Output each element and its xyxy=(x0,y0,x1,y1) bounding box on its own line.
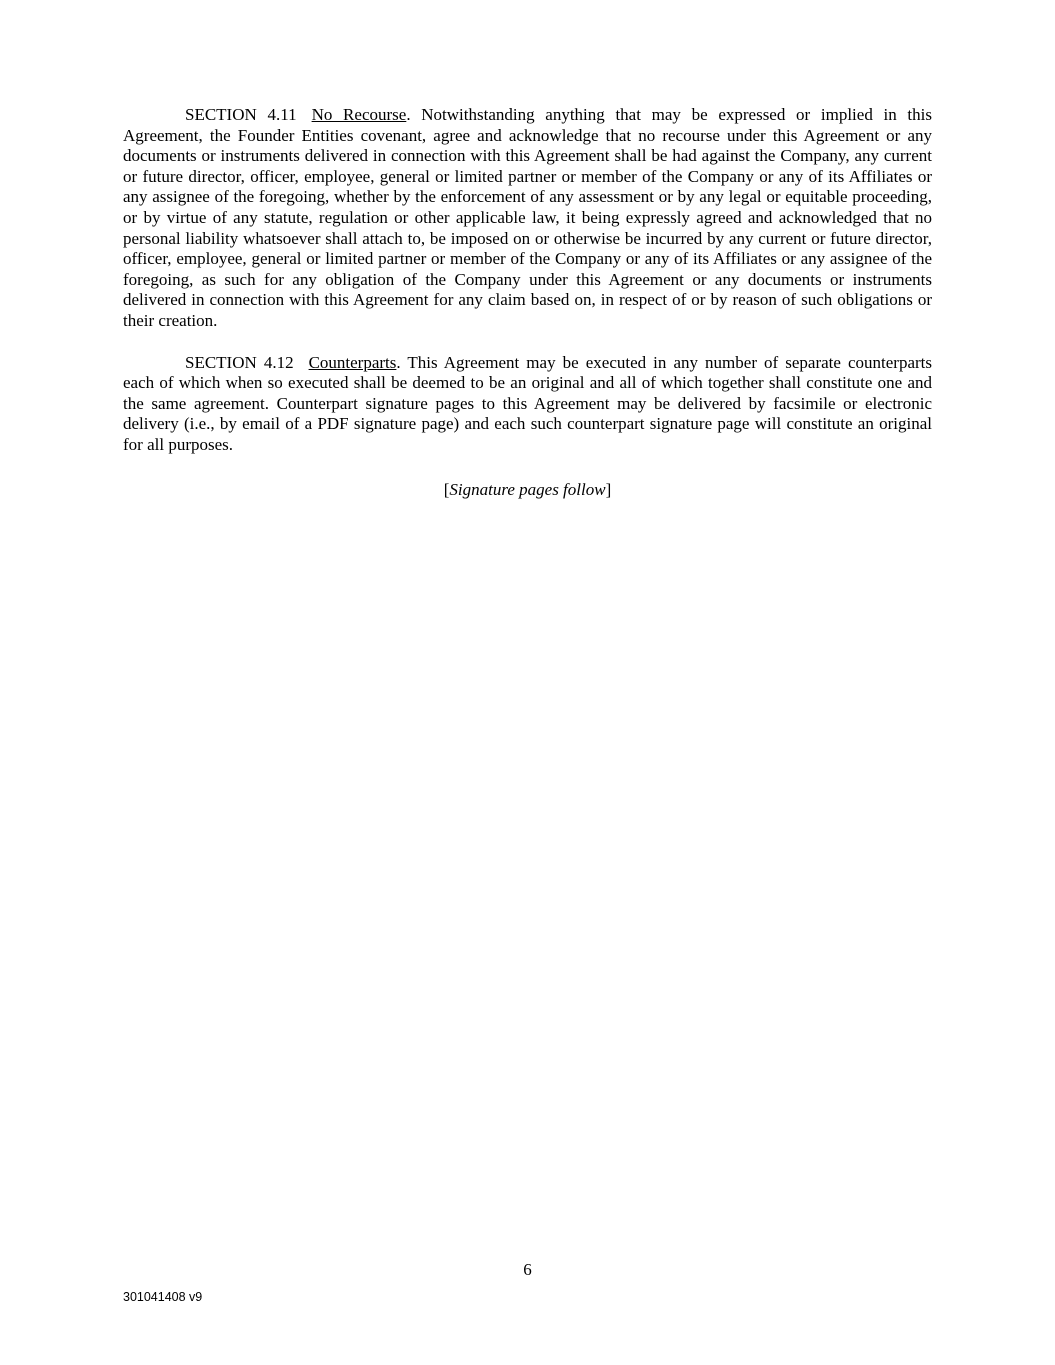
section-4-11-title: No Recourse xyxy=(311,105,407,124)
section-4-11-body: . Notwithstanding anything that may be expressed or implied in this Agreement, the Founder Entities covenant, agree and acknowledge that no recourse under this Agreement or any documents or instruments delivered in connection with this Agreement shall be had against the Company, any current or future director, officer, employee, general or limited partner or member of the Company or any of its Affiliates or any assignee of the foregoing, whether by the enforcement of any assessment or by any legal or equitable proceeding, or by virtue of any statute, regulation or other applicable law, it being expressly agreed and acknowledged that no personal liability whatsoever shall attach to, be imposed on or otherwise be incurred by any current or future director, officer, employee, general or limited partner or member of the Company or any of its Affiliates or any assignee of the foregoing, as such for any obligation of the Company under this Agreement or any documents or instruments delivered in connection with this Agreement for any claim based on, in respect of or by reason of such obligations or their creation. xyxy=(123,105,932,330)
signature-pages-note xyxy=(123,480,932,501)
section-4-12-body: . This Agreement may be executed in any number of separate counterparts each of which when so executed shall be deemed to be an original and all of which together shall constitute one and the same agreement. Counterpart signature pages to this Agreement may be delivered by facsimile or electronic delivery (i.e., by email of a PDF signature page) and each such counterpart signature page will constitute an original for all purposes. xyxy=(123,352,932,454)
section-4-11-label: SECTION 4.11 xyxy=(185,105,297,124)
signature-note-close-bracket: ] xyxy=(605,479,612,499)
document-id-footer: 301041408 v9 xyxy=(123,1290,203,1304)
section-4-12-paragraph xyxy=(123,353,932,456)
signature-note-open-bracket: [ xyxy=(443,479,450,499)
section-4-12-label: SECTION 4.12 xyxy=(185,352,294,372)
section-4-11-paragraph xyxy=(123,105,932,332)
section-4-12-title: Counterparts xyxy=(308,352,397,372)
page-number: 6 xyxy=(523,1260,532,1279)
signature-note-text: Signature pages follow xyxy=(449,479,606,499)
